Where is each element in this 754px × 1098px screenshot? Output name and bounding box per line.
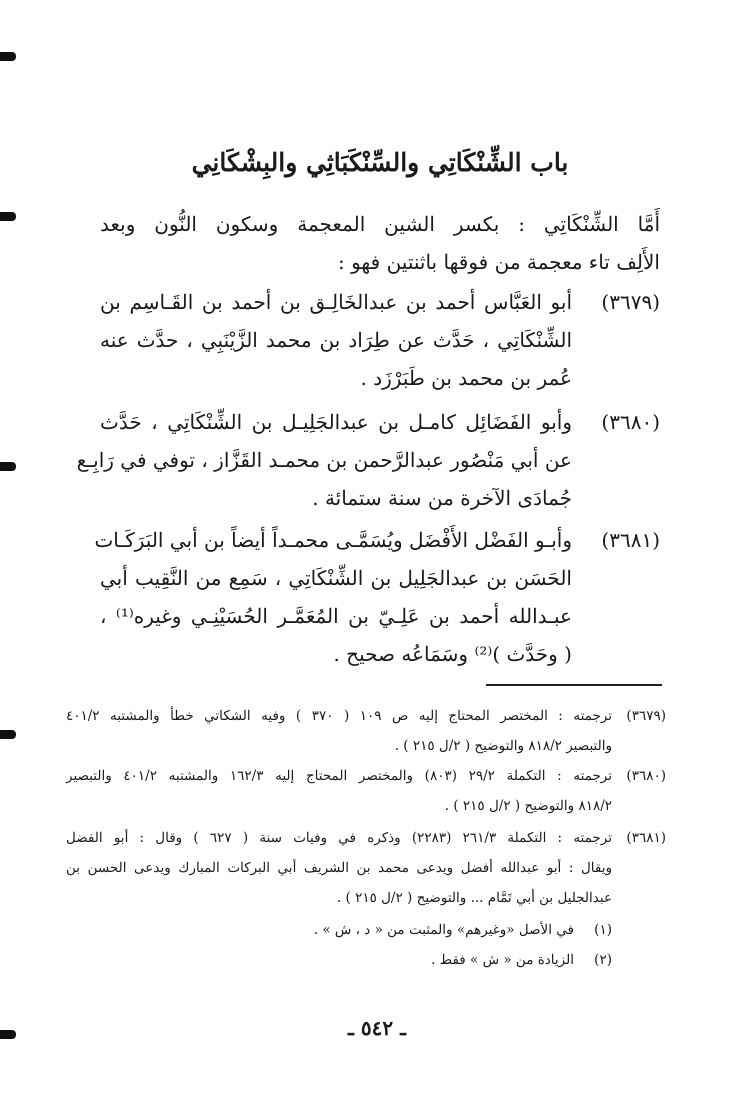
footnote-number: (٢): [594, 952, 612, 968]
footnote-line: عبدالجليل بن أبي تَمَّام ... والتوضيح ( ٢/ل ٢١٥ ) .: [336, 890, 612, 906]
footnote-separator: [486, 684, 662, 686]
entry-line: وأبـو الفَضْل الأَفْضَل ويُسَمَّـى محمـداً أيضاً بن أبي البَرَكَـات: [94, 528, 572, 552]
entry-line: الحَسَن بن عبدالجَلِيل بن الشِّنْكَاتِي ، سَمِع من النَّقِيب أبي: [100, 566, 572, 590]
entry-line: عُمر بن محمد بن طَبَرْزَد .: [360, 366, 572, 390]
intro-line: الأَلِف تاء معجمة من فوقها باثنتين فهو :: [338, 250, 660, 274]
entry-line: الشِّنْكَاتِي ، حَدَّث عن طِرَاد بن محمد الزَّيْنَبِي ، حدَّث عنه: [100, 328, 572, 352]
footnote-line: في الأصل «وغيرهم» والمثبت من « د ، ش » .: [313, 922, 574, 938]
entry-number: (٣٦٧٩): [601, 290, 660, 314]
footnote-number: (١): [594, 922, 612, 938]
entry-line: ( وحَدَّث )⁽²⁾ وسَمَاعُه صحيح .: [333, 642, 572, 666]
footnote-number: (٣٦٨١): [626, 830, 666, 846]
footnote-line: الزيادة من « ش » فقط .: [431, 952, 574, 968]
footnote-number: (٣٦٧٩): [626, 708, 666, 724]
entry-line: عبـدالله أحمد بن عَلِـيّ بن المُعَمَّـر الحُسَيْنِـي وغيره⁽¹⁾ ،: [100, 604, 572, 628]
footnote-number: (٣٦٨٠): [626, 768, 666, 784]
scan-edge-mark: [0, 462, 16, 471]
entry-number: (٣٦٨٠): [601, 410, 660, 434]
scan-edge-mark: [0, 52, 16, 61]
entry-line: عن أبي مَنْصُور عبدالرَّحمن بن محمـد القَزَّاز ، توفي في رَابِـع: [76, 448, 572, 472]
entry-line: جُمادَى الآخرة من سنة ستمائة .: [312, 486, 572, 510]
entry-line: أبو العَبَّاس أحمد بن عبدالخَالِـق بن أحمد بن القَـاسِم بن: [100, 290, 572, 314]
footnote-line: ترجمته : التكملة ٢٩/٢ (٨٠٣) والمختصر المحتاج إليه ١٦٢/٣ والمشتبه ٤٠١/٢ والتبصير: [66, 768, 613, 784]
footnote-line: والتبصير ٨١٨/٢ والتوضيح ( ٢/ل ٢١٥ ) .: [394, 738, 612, 754]
entry-line: وأبو الفَضَائِل كامـل بن عبدالجَلِيـل بن الشِّنْكَاتِي ، حَدَّث: [100, 410, 572, 434]
footnote-line: ٨١٨/٢ والتوضيح ( ٢/ل ٢١٥ ) .: [444, 798, 612, 814]
intro-line: أَمَّا الشِّنْكَاتِي : بكسر الشين المعجمة وسكون النُّون وبعد: [100, 212, 660, 236]
footnote-line: ترجمته : المختصر المحتاج إليه ص ١٠٩ ( ٣٧٠ ) وفيه الشكاتي خطأ والمشتبه ٤٠١/٢: [66, 708, 613, 724]
scan-edge-mark: [0, 212, 16, 221]
page-number: ـ ٥٤٢ ـ: [348, 1016, 406, 1040]
footnote-line: ويقال : أبو عبدالله أفضل ويدعى محمد بن الشريف أبي البركات المبارك ويدعى الحسن بن: [66, 860, 612, 876]
chapter-heading: باب الشِّنْكَاتِي والسِّنْكَبَاثِي والبِشْكَانِي: [191, 148, 569, 177]
entry-number: (٣٦٨١): [601, 528, 660, 552]
footnote-line: ترجمته : التكملة ٢٦١/٣ (٢٢٨٣) وذكره في وفيات سنة ( ٦٢٧ ) وقال : أبو الفضل: [66, 830, 612, 846]
scan-edge-mark: [0, 730, 16, 739]
